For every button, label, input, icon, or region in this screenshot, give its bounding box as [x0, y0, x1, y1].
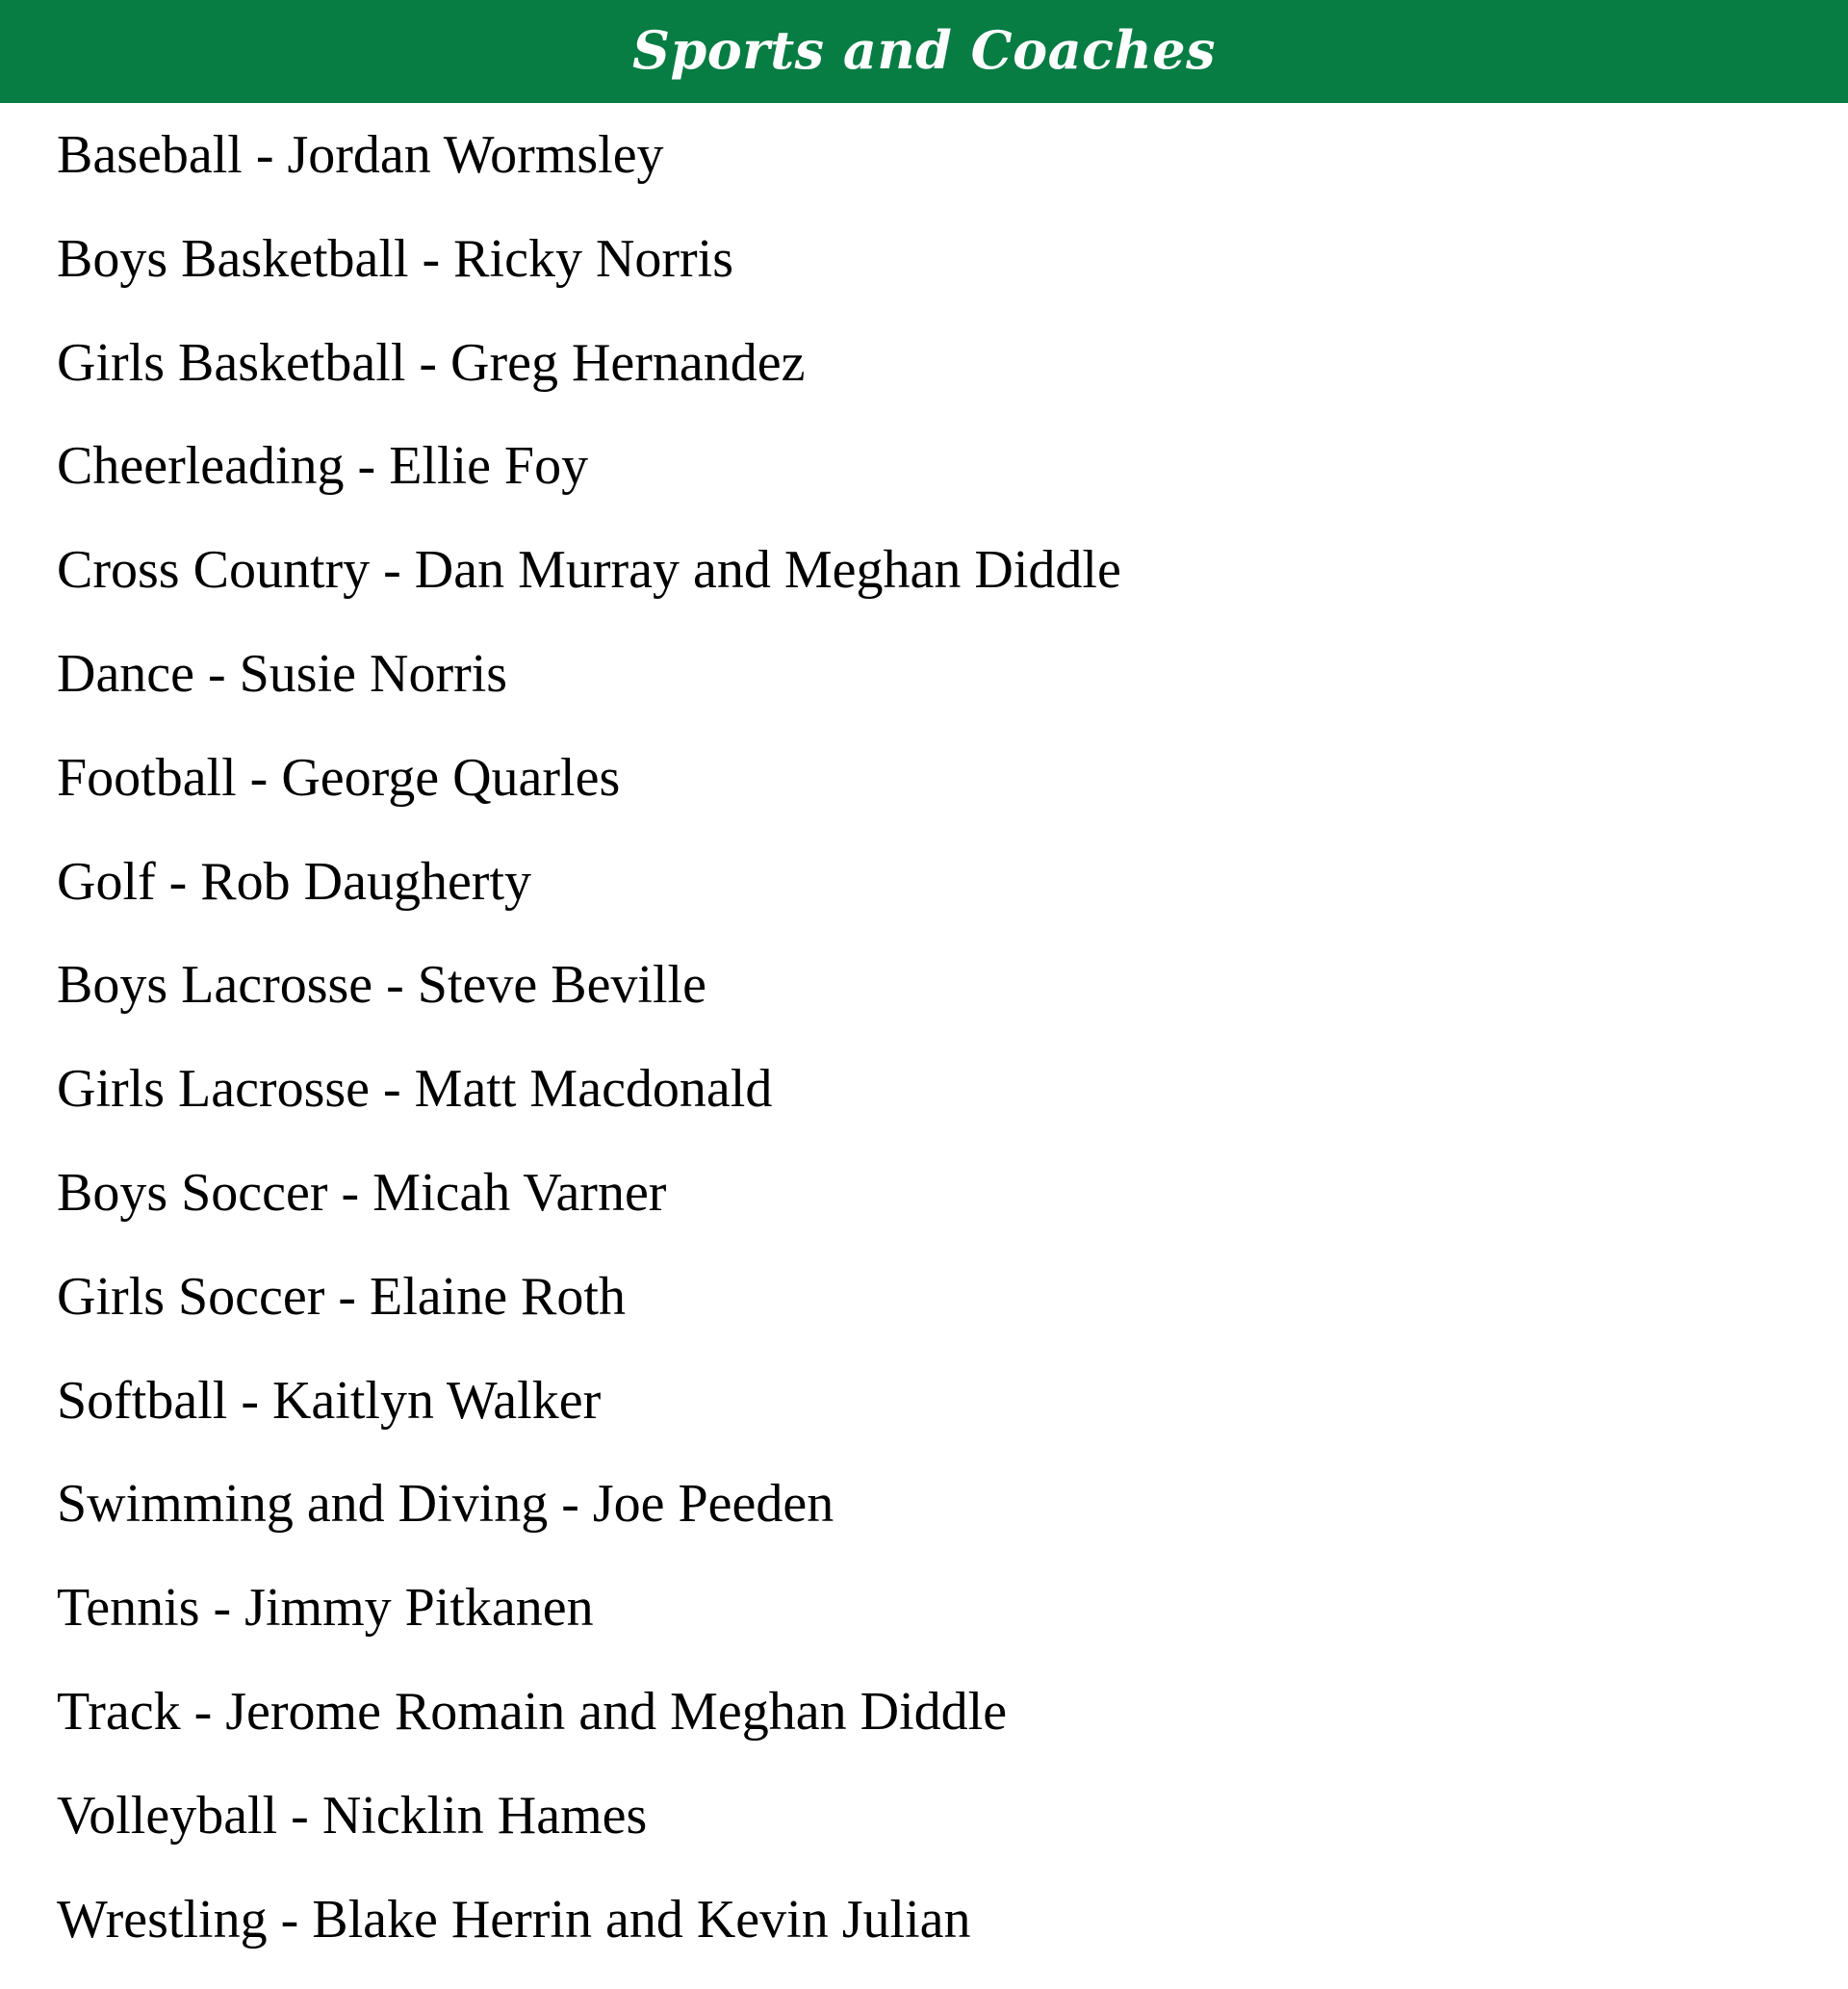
- list-item: Softball - Kaitlyn Walker: [57, 1370, 602, 1431]
- list-item: Wrestling - Blake Herrin and Kevin Julian: [57, 1889, 971, 1950]
- list-item: Football - George Quarles: [57, 747, 621, 808]
- list-item: Boys Lacrosse - Steve Beville: [57, 955, 706, 1016]
- list-item: Swimming and Diving - Joe Peeden: [57, 1474, 834, 1535]
- list-item: Tennis - Jimmy Pitkanen: [57, 1578, 594, 1639]
- list-item: Cheerleading - Ellie Foy: [57, 436, 589, 497]
- page-header: [0, 0, 1848, 103]
- page-title: Sports and Coaches: [631, 18, 1217, 81]
- list-item: Track - Jerome Romain and Meghan Diddle: [57, 1681, 1008, 1742]
- list-item: Baseball - Jordan Wormsley: [57, 125, 664, 185]
- list-item: Golf - Rob Daugherty: [57, 851, 532, 912]
- list-item: Girls Basketball - Greg Hernandez: [57, 332, 806, 393]
- list-item: Girls Soccer - Elaine Roth: [57, 1266, 626, 1327]
- list-item: Cross Country - Dan Murray and Meghan Diddle: [57, 540, 1121, 601]
- list-item: Girls Lacrosse - Matt Macdonald: [57, 1059, 773, 1120]
- list-item: Boys Soccer - Micah Varner: [57, 1162, 667, 1223]
- sports-coaches-list: [57, 121, 1121, 1989]
- list-item: Dance - Susie Norris: [57, 643, 508, 704]
- list-item: Volleyball - Nicklin Hames: [57, 1785, 648, 1846]
- list-item: Boys Basketball - Ricky Norris: [57, 228, 734, 289]
